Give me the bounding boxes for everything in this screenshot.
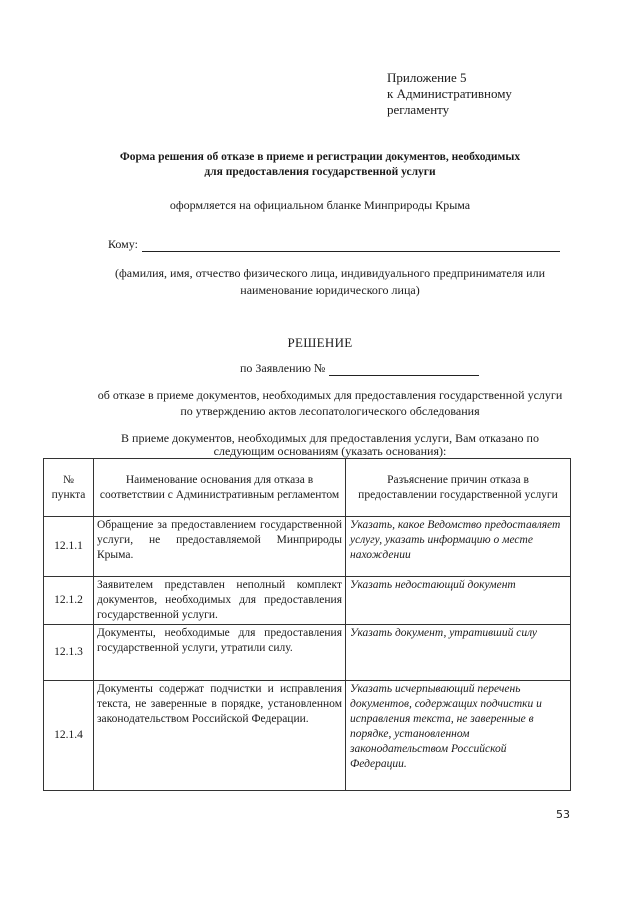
row-basis: Документы содержат подчистки и исправления текста, не заверенные в порядке, установленном законодательством Российской Федерации. bbox=[94, 681, 346, 791]
decision-title: РЕШЕНИЕ bbox=[287, 335, 353, 350]
table-row bbox=[44, 681, 571, 791]
refusal-intro bbox=[80, 432, 580, 458]
issued-on-note: оформляется на официальном бланке Минприроды Крыма bbox=[169, 198, 471, 212]
refusal-grounds-table bbox=[43, 458, 571, 791]
row-explanation: Указать исчерпывающий перечень документов, содержащих подчистки и исправления текста, не заверенные в порядке, установленном законодательством Российской Федерации. bbox=[346, 681, 571, 791]
row-num: 12.1.2 bbox=[44, 577, 94, 625]
statement-number-blank-line bbox=[329, 363, 479, 376]
intro-line-1: В приеме документов, необходимых для предоставления услуги, Вам отказано по bbox=[121, 431, 539, 445]
recipient-note-line-2: наименование юридического лица) bbox=[240, 283, 420, 297]
row-basis: Обращение за предоставлением государственной услуги, не предоставляемой Минприроды Крыма. bbox=[94, 517, 346, 577]
recipient-note-line-1: (фамилия, имя, отчество физического лица, индивидуального предпринимателя или bbox=[115, 266, 545, 280]
form-title-line-2: для предоставления государственной услуги bbox=[204, 166, 436, 178]
row-explanation: Указать, какое Ведомство предоставляет услугу, указать информацию о месте нахождении bbox=[346, 517, 571, 577]
row-num: 12.1.1 bbox=[44, 517, 94, 577]
table-row bbox=[44, 577, 571, 625]
table-row bbox=[44, 517, 571, 577]
row-explanation: Указать документ, утративший силу bbox=[346, 625, 571, 681]
header-num: № пункта bbox=[44, 459, 94, 517]
intro-line-2: следующим основаниям (указать основания): bbox=[213, 444, 447, 458]
subject-line-1: об отказе в приеме документов, необходимых для предоставления государственной услуги bbox=[97, 388, 563, 402]
recipient-row bbox=[108, 237, 560, 252]
row-explanation: Указать недостающий документ bbox=[346, 577, 571, 625]
row-num: 12.1.3 bbox=[44, 625, 94, 681]
recipient-label: Кому: bbox=[108, 237, 138, 251]
page-number: 53 bbox=[556, 808, 570, 821]
recipient-blank-line bbox=[142, 239, 560, 252]
appendix-header bbox=[387, 70, 512, 118]
appendix-line-2: к Административному bbox=[387, 86, 512, 101]
recipient-note bbox=[90, 265, 570, 299]
appendix-line-1: Приложение 5 bbox=[387, 70, 467, 85]
header-basis: Наименование основания для отказа в соответствии с Административным регламентом bbox=[94, 459, 346, 517]
appendix-line-3: регламенту bbox=[387, 102, 450, 117]
table-header-row bbox=[44, 459, 571, 517]
statement-row bbox=[240, 361, 479, 376]
form-title bbox=[60, 150, 580, 180]
row-basis: Заявителем представлен неполный комплект документов, необходимых для предоставления государственной услуги. bbox=[94, 577, 346, 625]
statement-label: по Заявлению № bbox=[240, 361, 326, 375]
row-num: 12.1.4 bbox=[44, 681, 94, 791]
header-explanation: Разъяснение причин отказа в предоставлении государственной услуги bbox=[346, 459, 571, 517]
row-basis: Документы, необходимые для предоставления государственной услуги, утратили силу. bbox=[94, 625, 346, 681]
form-title-line-1: Форма решения об отказе в приеме и регистрации документов, необходимых bbox=[119, 151, 521, 163]
decision-subject bbox=[70, 387, 590, 419]
subject-line-2: по утверждению актов лесопатологического обследования bbox=[180, 404, 480, 418]
table-row bbox=[44, 625, 571, 681]
